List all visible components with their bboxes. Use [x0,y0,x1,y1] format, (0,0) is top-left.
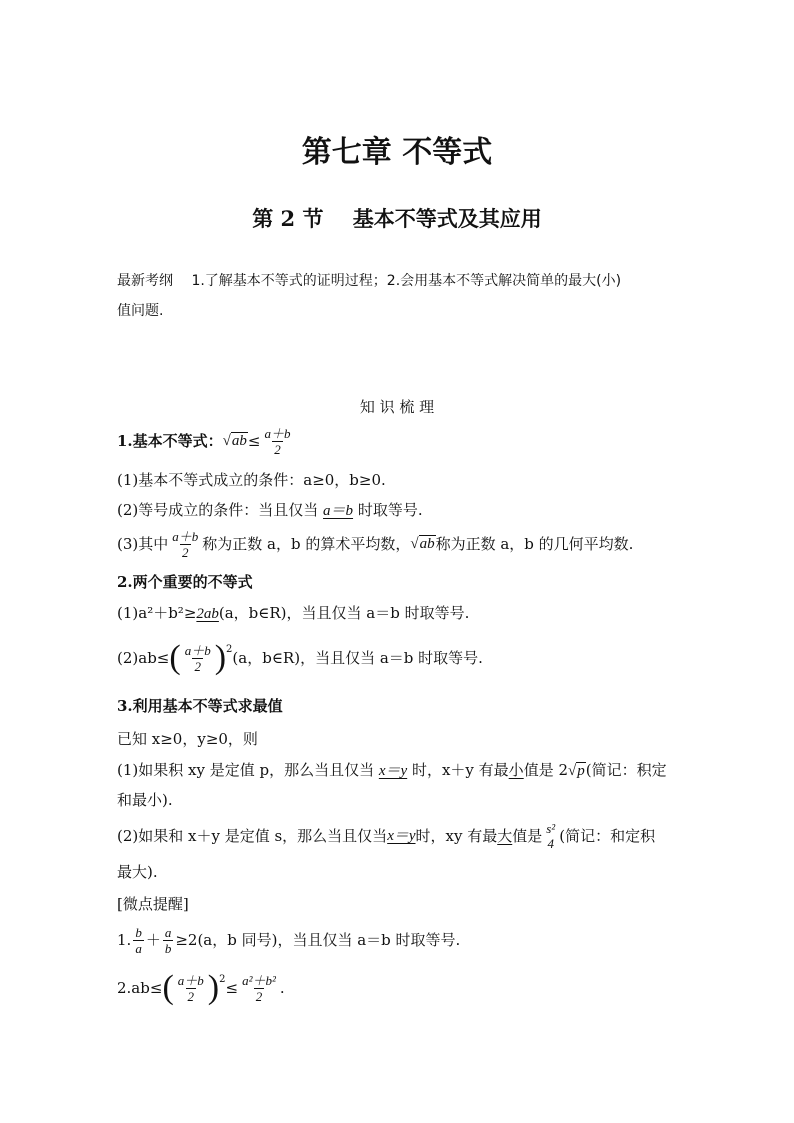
s2-item1: (1)a²＋b²≥2ab(a，b∈R)，当且仅当 a＝b 时取等号. [117,604,470,622]
fraction-a-over-b: $\frac{a}{b}$ [164,924,172,956]
tips-title: [微点提醒] [117,895,189,913]
fraction-s2-over-4: s² 4 [546,821,556,851]
tips-item2: 2.ab≤ ( $\frac{a+b}{2}$ ) $^2$ ≤ $\frac{\text{a²＋b²}}{2}$ . [117,969,285,1006]
knowledge-heading: 知 识 梳 理 [359,398,435,416]
s1-item3: (3)其中 $\frac{a+b}{2}$ 称为正数 a，b 的算术平均数， √ab 称为正数 a，b 的几何平均数. [117,528,634,560]
chapter-title: 第七章 不等式 [301,135,493,170]
s3-item1-line2: 和最小). [117,791,173,809]
outline-label: 最新考纲 [117,273,173,289]
fraction-half-sum-2: $\frac{a+b}{2}$ [177,972,204,1004]
s2-title: 2.两个重要的不等式 [117,573,253,591]
outline-line-1 [117,271,621,291]
s3-title: 3.利用基本不等式求最值 [117,697,283,715]
sqrt-p: √p [568,763,585,779]
s3-known: 已知 x≥0，y≥0，则 [117,730,258,748]
fraction-square-mean: $\frac{\text{a²＋b²}}{2}$ [242,972,276,1004]
s3-item2-line2: 最大). [117,863,158,881]
fraction-b-over-a: $\frac{b}{a}$ [135,924,142,956]
s3-item1: (1)如果积 xy 是定值 p，那么当且仅当 x＝y 时，x＋y 有最小值是 2√p(简记：积定 [117,761,667,779]
s1-item2: (2)等号成立的条件：当且仅当 a＝b 时取等号. [117,501,423,519]
outline-text: 1.了解基本不等式的证明过程；2.会用基本不等式解决简单的最大(小) [191,273,622,289]
s1-title-line: 1.基本不等式： √ab ≤ $\frac{a+b}{2}$ [117,425,291,457]
tips-item1: 1. $\frac{b}{a}$ ＋ $\frac{a}{b}$ ≥2(a，b 同号)，当且仅当 a＝b 时取等号. [117,924,461,956]
fraction-a-plus-b-over-2: $\frac{a+b}{2}$ [264,425,291,457]
s3-item2: (2)如果和 x＋y 是定值 s，那么当且仅当 x＝y 时，xy 有最 大 值是 s² 4 (简记：和定积 [117,821,656,851]
section-title: 第 2 节 基本不等式及其应用 [252,206,542,231]
s2-item2: (2)ab≤ ( $\frac{a+b}{2}$ ) $^2$ (a，b∈R)，当且仅当 a＝b 时取等号. [117,639,483,676]
s1-item1: (1)基本不等式成立的条件：a≥0，b≥0. [117,471,386,489]
sqrt-ab-2: √ab [410,536,435,552]
sqrt-ab: √ab [222,433,247,449]
outline-line-2: 值问题. [117,303,164,319]
fraction-arith-mean: $\frac{a+b}{2}$ [172,528,199,560]
s1-title: 1.基本不等式： [117,432,223,450]
fraction-half-sum: $\frac{a+b}{2}$ [184,642,211,674]
